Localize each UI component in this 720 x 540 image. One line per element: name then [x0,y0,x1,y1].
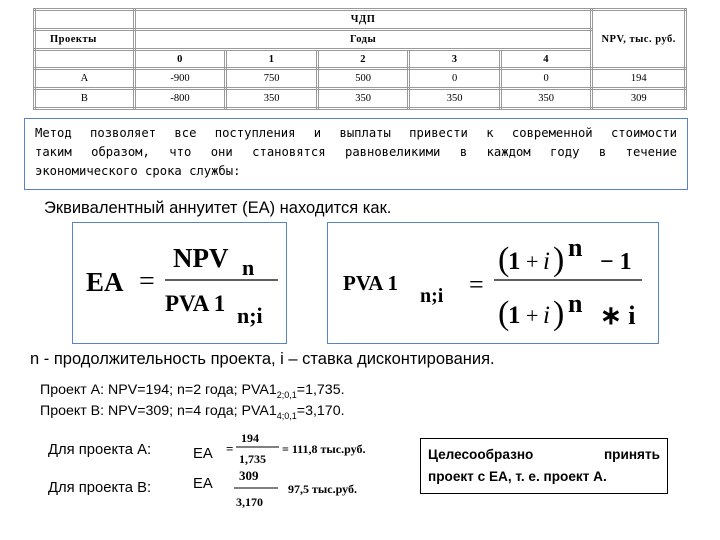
projects-header: Проекты [35,30,135,50]
year-header: 1 [226,50,318,69]
paren-open: ( [498,295,510,332]
npv-value: 309 [239,468,259,483]
ea-formula-box [72,222,287,344]
cash-flow-cell: 350 [317,89,409,109]
plus-sign: + [526,249,539,274]
cash-flow-cell: 0 [409,69,501,89]
cash-flow-cell: 350 [500,89,592,109]
ea-result: = 111,8 тыс.руб. [282,442,366,456]
cash-flow-cell: 0 [500,69,592,89]
year-header: 2 [317,50,409,69]
paren-close: ) [553,241,565,278]
npv-subscript: n [242,255,255,280]
one: 1 [508,302,521,329]
pva-symbol: PVA 1 [165,291,226,316]
cash-flow-cell: 750 [226,69,318,89]
calc-a-label: Для проекта А: [48,442,152,458]
paren-open: ( [498,241,510,278]
year-header: 4 [500,50,592,69]
method-line: таким образом, что они становятся равновеликими в каждом году в течение [35,145,677,159]
cash-flow-cell: 350 [226,89,318,109]
cash-flow-cell: 500 [317,69,409,89]
conclusion-box [420,438,668,494]
pva-value: 1,735 [239,452,266,466]
equals-sign: = [226,441,234,456]
npv-symbol: NPV [173,243,229,273]
pva-symbol: PVA 1 [343,271,399,295]
year-header: 0 [134,50,226,69]
conclusion-line: проект с ЕА, т. е. проект А. [428,469,607,484]
method-line: экономического срока службы: [35,164,241,178]
plus-sign: + [526,303,539,328]
calc-b-ea: ЕА [193,476,213,492]
npv-value: 194 [241,431,259,445]
conclusion-line: Целесообразно принять [428,447,660,462]
pva-formula [328,223,657,342]
npv-cell: 309 [592,89,686,109]
project-a-params: Проект А: NPV=194; n=2 года; $PVA1_{2;0,1}=1,735$. [40,382,345,400]
calc-a-ea: ЕА [193,446,213,462]
method-line: Метод позволяет все поступления и выплаты привести к современной стоимости [35,126,677,140]
paren-close: ) [553,295,565,332]
times-i: ∗ i [600,301,636,330]
ea-symbol: EA [86,267,124,297]
ea-result: 97,5 тыс.руб. [288,482,357,496]
project-b-params: Проект В: NPV=309; n=4 года; $PVA1_{4;0,1}=3,170$. [40,403,345,421]
calc-b-formula [226,466,396,512]
year-header: 3 [409,50,501,69]
calc-b-label: Для проекта В: [48,480,152,496]
table-title: ЧДП [134,10,592,30]
variables-note: n - продолжительность проекта, i – ставка дисконтирования. [30,350,495,368]
cash-flow-cell: 350 [409,89,501,109]
pva-value: 3,170 [236,495,263,509]
table-row [35,69,686,89]
exponent-n: n [568,233,583,262]
rate-i: i [543,248,550,275]
project-name: A [35,69,135,89]
ea-heading: Эквивалентный аннуитет (ЕА) находится как. [44,199,392,217]
npv-cell: 194 [592,69,686,89]
table-row [35,89,686,109]
project-name: B [35,89,135,109]
rate-i: i [543,302,550,329]
equals-sign: = [139,266,155,297]
ea-formula [73,223,285,342]
pva-formula-box [327,222,659,344]
cash-flow-cell: -900 [134,69,226,89]
cash-flow-cell: -800 [134,89,226,109]
cash-flow-table [33,8,687,110]
exponent-n: n [568,289,583,318]
years-header: Годы [134,30,592,50]
minus-one: − 1 [600,249,632,275]
equals-sign: = [469,270,484,299]
one: 1 [508,248,521,275]
calc-a-formula [224,430,394,470]
npv-header: NPV, тыс. руб. [592,10,686,69]
pva-subscript: n;i [237,303,263,328]
method-description-box [24,118,688,190]
pva-subscript: n;i [420,285,444,307]
